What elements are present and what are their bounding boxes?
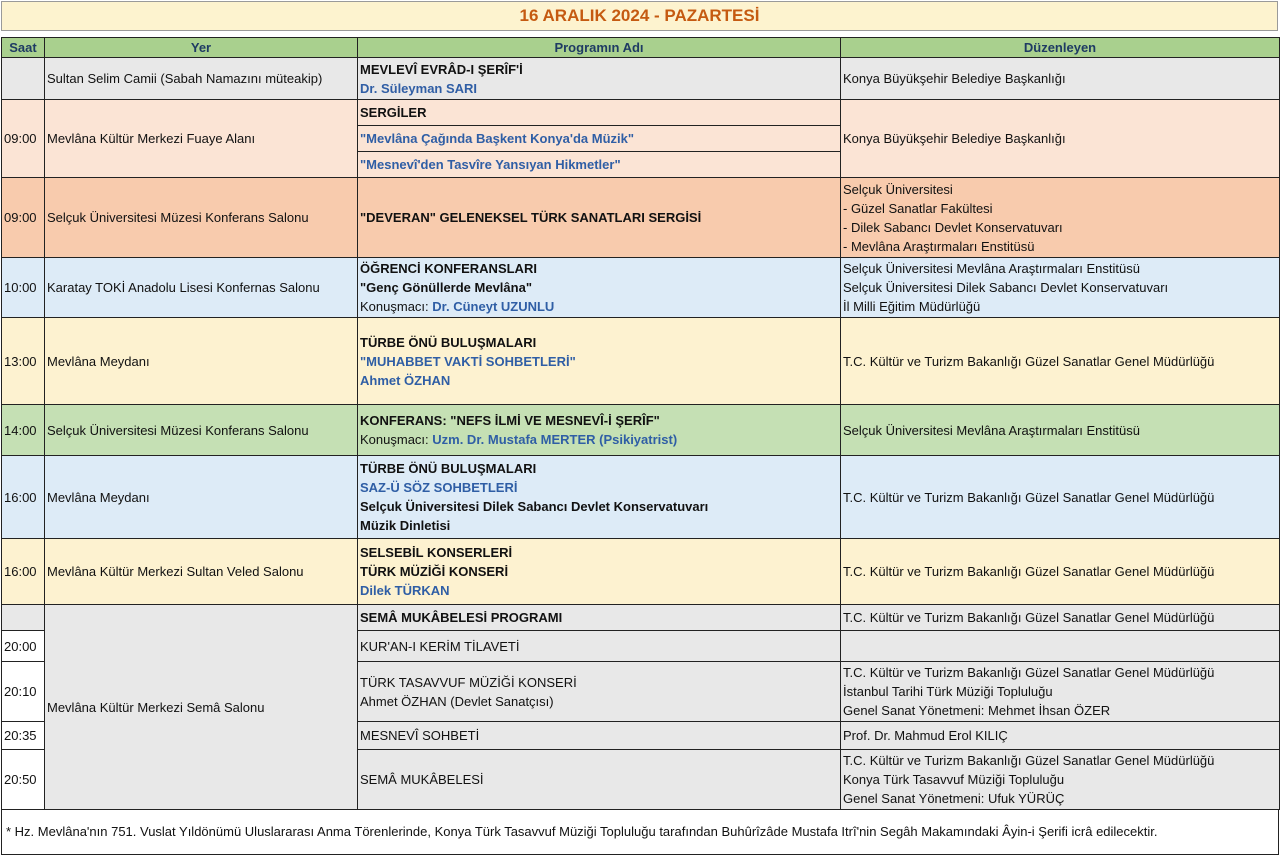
organizer-line: T.C. Kültür ve Turizm Bakanlığı Güzel Sanatlar Genel Müdürlüğü — [843, 564, 1215, 579]
organizer-line: Selçuk Üniversitesi Mevlâna Araştırmaları Enstitüsü — [843, 261, 1140, 276]
speaker-label: Konuşmacı: — [360, 299, 433, 314]
speaker-line — [360, 430, 838, 449]
time-cell: 10:00 — [2, 258, 45, 318]
table-row — [2, 100, 1280, 126]
organizer-cell — [841, 58, 1280, 100]
organizer-line: Selçuk Üniversitesi — [843, 181, 953, 197]
organizer-line: Genel Sanat Yönetmeni: Mehmet İhsan ÖZER — [843, 703, 1111, 718]
table-row — [2, 318, 1280, 405]
program-line: Selçuk Üniversitesi Dilek Sabancı Devlet Konservatuvarı — [360, 499, 709, 514]
time-cell — [2, 605, 45, 631]
organizer-line: T.C. Kültür ve Turizm Bakanlığı Güzel Sanatlar Genel Müdürlüğü — [843, 753, 1215, 768]
venue-cell: Selçuk Üniversitesi Müzesi Konferans Salonu — [45, 405, 358, 456]
program-line: ÖĞRENCİ KONFERANSLARI — [360, 261, 537, 276]
time-cell: 20:50 — [2, 750, 45, 810]
program-cell — [358, 318, 841, 405]
organizer-cell — [841, 258, 1280, 318]
program-line: Dr. Süleyman SARI — [360, 80, 478, 96]
venue-cell: Karatay TOKİ Anadolu Lisesi Konfernas Salonu — [45, 258, 358, 318]
organizer-line: T.C. Kültür ve Turizm Bakanlığı Güzel Sanatlar Genel Müdürlüğü — [843, 353, 1215, 369]
program-line: KONFERANS: "NEFS İLMİ VE MESNEVÎ-İ ŞERÎF" — [360, 413, 660, 428]
organizer-cell — [841, 100, 1280, 178]
program-line: Ahmet ÖZHAN (Devlet Sanatçısı) — [360, 693, 554, 709]
venue-cell: Mevlâna Meydanı — [45, 318, 358, 405]
program-line: Müzik Dinletisi — [360, 518, 451, 533]
table-row — [2, 258, 1280, 318]
program-line: Dilek TÜRKAN — [360, 583, 450, 598]
organizer-cell — [841, 722, 1280, 750]
table-row — [2, 58, 1280, 100]
header-program: Programın Adı — [358, 38, 841, 58]
program-cell: MESNEVÎ SOHBETİ — [358, 722, 841, 750]
organizer-line: Konya Büyükşehir Belediye Başkanlığı — [843, 131, 1066, 146]
time-cell: 09:00 — [2, 178, 45, 258]
program-line: TÜRBE ÖNÜ BULUŞMALARI — [360, 334, 537, 350]
time-cell: 20:35 — [2, 722, 45, 750]
header-saat: Saat — [2, 38, 45, 58]
program-cell — [358, 258, 841, 318]
time-cell: 20:00 — [2, 631, 45, 662]
program-line: TÜRK TASAVVUF MÜZİĞİ KONSERİ — [360, 674, 577, 690]
organizer-line: Selçuk Üniversitesi Dilek Sabancı Devlet Konservatuvarı — [843, 280, 1169, 295]
program-line: SELSEBİL KONSERLERİ — [360, 545, 513, 560]
table-row — [2, 539, 1280, 605]
organizer-line: Genel Sanat Yönetmeni: Ufuk YÜRÜÇ — [843, 791, 1065, 806]
program-cell: KUR'AN-I KERİM TİLAVETİ — [358, 631, 841, 662]
time-cell: 16:00 — [2, 539, 45, 605]
speaker-name: Dr. Cüneyt UZUNLU — [432, 299, 555, 314]
organizer-line: T.C. Kültür ve Turizm Bakanlığı Güzel Sanatlar Genel Müdürlüğü — [843, 489, 1215, 505]
time-cell: 16:00 — [2, 456, 45, 539]
speaker-name: Uzm. Dr. Mustafa MERTER (Psikiyatrist) — [432, 432, 678, 447]
organizer-line: - Dilek Sabancı Devlet Konservatuvarı — [843, 219, 1063, 235]
time-cell: 20:10 — [2, 662, 45, 722]
program-cell — [358, 405, 841, 456]
time-cell: 13:00 — [2, 318, 45, 405]
time-cell: 14:00 — [2, 405, 45, 456]
program-cell — [358, 456, 841, 539]
program-cell: "DEVERAN" GELENEKSEL TÜRK SANATLARI SERGİSİ — [358, 178, 841, 258]
speaker-line — [360, 297, 838, 316]
venue-cell: Mevlâna Kültür Merkezi Sultan Veled Salonu — [45, 539, 358, 605]
organizer-cell — [841, 631, 1280, 662]
organizer-cell — [841, 605, 1280, 631]
program-line: "Mevlâna Çağında Başkent Konya'da Müzik" — [358, 126, 841, 152]
speaker-label: Konuşmacı: — [360, 432, 433, 447]
program-line: "Mesnevî'den Tasvîre Yansıyan Hikmetler" — [358, 152, 841, 178]
organizer-cell — [841, 178, 1280, 258]
program-line: TÜRBE ÖNÜ BULUŞMALARI — [360, 461, 537, 476]
header-duzenleyen: Düzenleyen — [841, 38, 1280, 58]
organizer-line: Selçuk Üniversitesi Mevlâna Araştırmaları Enstitüsü — [843, 422, 1140, 438]
program-line: "MUHABBET VAKTİ SOHBETLERİ" — [360, 353, 576, 369]
program-line: MEVLEVÎ EVRÂD-I ŞERÎF'İ — [360, 61, 523, 77]
organizer-cell — [841, 318, 1280, 405]
program-cell: SEMÂ MUKÂBELESİ — [358, 750, 841, 810]
schedule-table — [1, 37, 1280, 810]
program-cell — [358, 58, 841, 100]
program-line: SERGİLER — [358, 100, 841, 126]
organizer-cell — [841, 662, 1280, 722]
program-cell — [358, 662, 841, 722]
time-cell: 09:00 — [2, 100, 45, 178]
organizer-line: İl Milli Eğitim Müdürlüğü — [843, 299, 981, 314]
organizer-line: - Mevlâna Araştırmaları Enstitüsü — [843, 238, 1035, 254]
venue-cell: Mevlâna Meydanı — [45, 456, 358, 539]
program-line: SAZ-Ü SÖZ SOHBETLERİ — [360, 480, 518, 495]
header-row — [2, 38, 1280, 58]
organizer-line: Konya Büyükşehir Belediye Başkanlığı — [843, 71, 1066, 86]
organizer-cell — [841, 456, 1280, 539]
organizer-cell — [841, 539, 1280, 605]
program-line: "Genç Gönüllerde Mevlâna" — [360, 280, 532, 295]
table-row — [2, 456, 1280, 539]
table-row — [2, 605, 1280, 631]
organizer-cell — [841, 405, 1280, 456]
table-row — [2, 178, 1280, 258]
program-cell: SEMÂ MUKÂBELESİ PROGRAMI — [358, 605, 841, 631]
program-cell — [358, 539, 841, 605]
header-yer: Yer — [45, 38, 358, 58]
organizer-line: T.C. Kültür ve Turizm Bakanlığı Güzel Sanatlar Genel Müdürlüğü — [843, 610, 1215, 625]
organizer-line: - Güzel Sanatlar Fakültesi — [843, 200, 993, 216]
page-title: 16 ARALIK 2024 - PAZARTESİ — [1, 1, 1278, 31]
organizer-cell — [841, 750, 1280, 810]
venue-cell: Selçuk Üniversitesi Müzesi Konferans Salonu — [45, 178, 358, 258]
program-line: TÜRK MÜZİĞİ KONSERİ — [360, 564, 509, 579]
footnote: * Hz. Mevlâna'nın 751. Vuslat Yıldönümü Uluslararası Anma Törenlerinde, Konya Türk Tasavvuf Müziği Topluluğu tarafından Buhûrîzâde Mustafa Itrî'nin Segâh Makamındaki Âyin-i Şerifi icrâ edilecektir. — [1, 809, 1279, 855]
time-cell — [2, 58, 45, 100]
organizer-line: T.C. Kültür ve Turizm Bakanlığı Güzel Sanatlar Genel Müdürlüğü — [843, 665, 1215, 680]
venue-cell: Mevlâna Kültür Merkezi Fuaye Alanı — [45, 100, 358, 178]
organizer-line: Konya Türk Tasavvuf Müziği Topluluğu — [843, 772, 1065, 787]
organizer-line: Prof. Dr. Mahmud Erol KILIÇ — [843, 728, 1008, 743]
venue-cell: Sultan Selim Camii (Sabah Namazını müteakip) — [45, 58, 358, 100]
venue-cell: Mevlâna Kültür Merkezi Semâ Salonu — [45, 605, 358, 810]
program-line: Ahmet ÖZHAN — [360, 372, 451, 388]
table-row — [2, 405, 1280, 456]
organizer-line: İstanbul Tarihi Türk Müziği Topluluğu — [843, 684, 1053, 699]
